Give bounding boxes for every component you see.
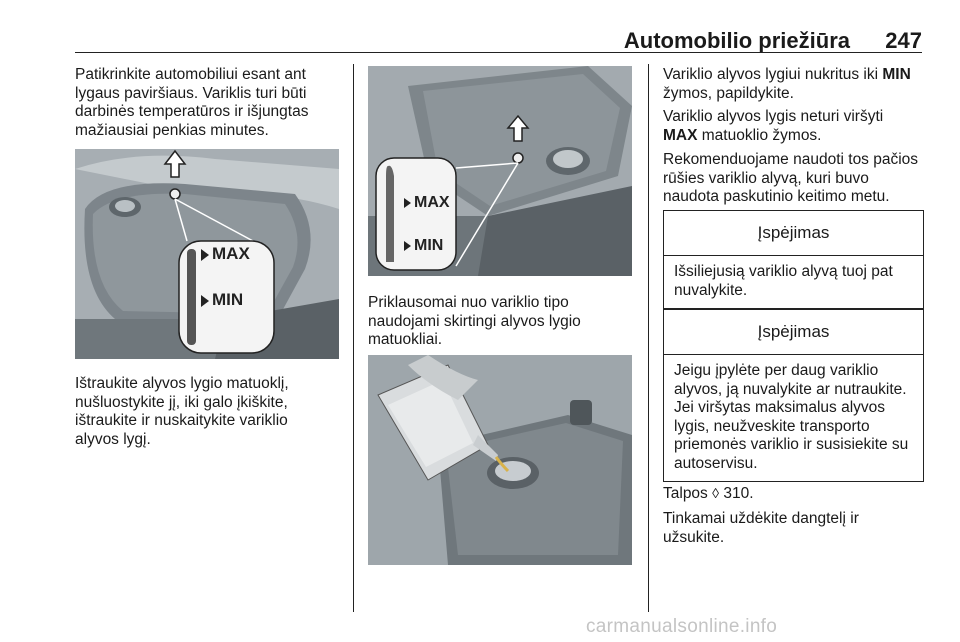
- max-level-paragraph: Variklio alyvos lygis neturi viršyti MAX matuoklio žymos.: [663, 108, 884, 144]
- min-label: MIN: [414, 237, 444, 254]
- max-label: MAX: [212, 244, 250, 263]
- intro-paragraph: Patikrinkite automobiliui esant ant lygaus paviršiaus. Variklis turi būti darbinės temperatūros ir išjungtas mažiausiai penkias minutes.: [75, 66, 309, 139]
- reference-link[interactable]: 310.: [719, 485, 754, 502]
- warning-title: Įspėjimas: [664, 310, 923, 355]
- min-level-paragraph: Variklio alyvos lygiui nukritus iki MIN žymos, papildykite.: [663, 66, 911, 102]
- page-number: 247: [885, 28, 922, 53]
- max-label: MAX: [414, 194, 450, 211]
- header-rule: [75, 52, 922, 53]
- column-divider: [353, 64, 354, 612]
- section-title: Automobilio priežiūra: [623, 28, 850, 53]
- column-divider: [648, 64, 649, 612]
- warning-title: Įspėjimas: [664, 211, 923, 256]
- dipstick-types-paragraph: Priklausomai nuo variklio tipo naudojami skirtingi alyvos lygio matuokliai.: [368, 294, 581, 348]
- warning-text: Išsiliejusią variklio alyvą tuoj pat nuvalykite.: [674, 263, 893, 299]
- engine-dipstick-illustration-2: [368, 66, 632, 276]
- min-label: MIN: [212, 290, 244, 309]
- closing-paragraph: Tinkamai uždėkite dangtelį ir užsukite.: [663, 510, 859, 546]
- watermark: carmanualsonline.info: [586, 616, 778, 637]
- reference-arrow-icon: ◊: [712, 485, 720, 501]
- oil-filling-illustration: [368, 355, 632, 565]
- warning-text: Jeigu įpylėte per daug variklio alyvos, ją nuvalykite ar nutraukite. Jei viršytas maksimalus alyvos lygis, neužveskite transporto priemonės variklio ir susisiekite su autoservisu.: [674, 362, 909, 472]
- recommendation-paragraph: Rekomenduojame naudoti tos pačios rūšies variklio alyvą, kuri buvo naudota paskutinio keitimo metu.: [663, 151, 919, 205]
- warning-box-spill: [663, 210, 924, 309]
- capacity-reference: Talpos ◊ 310.: [663, 485, 754, 502]
- instruction-paragraph: Ištraukite alyvos lygio matuoklį, nušluostykite jį, iki galo įkiškite, ištraukite ir nuskaitykite variklio alyvos lygį.: [75, 375, 289, 448]
- warning-box-overfill: [663, 309, 924, 482]
- engine-dipstick-illustration-1: [75, 149, 339, 359]
